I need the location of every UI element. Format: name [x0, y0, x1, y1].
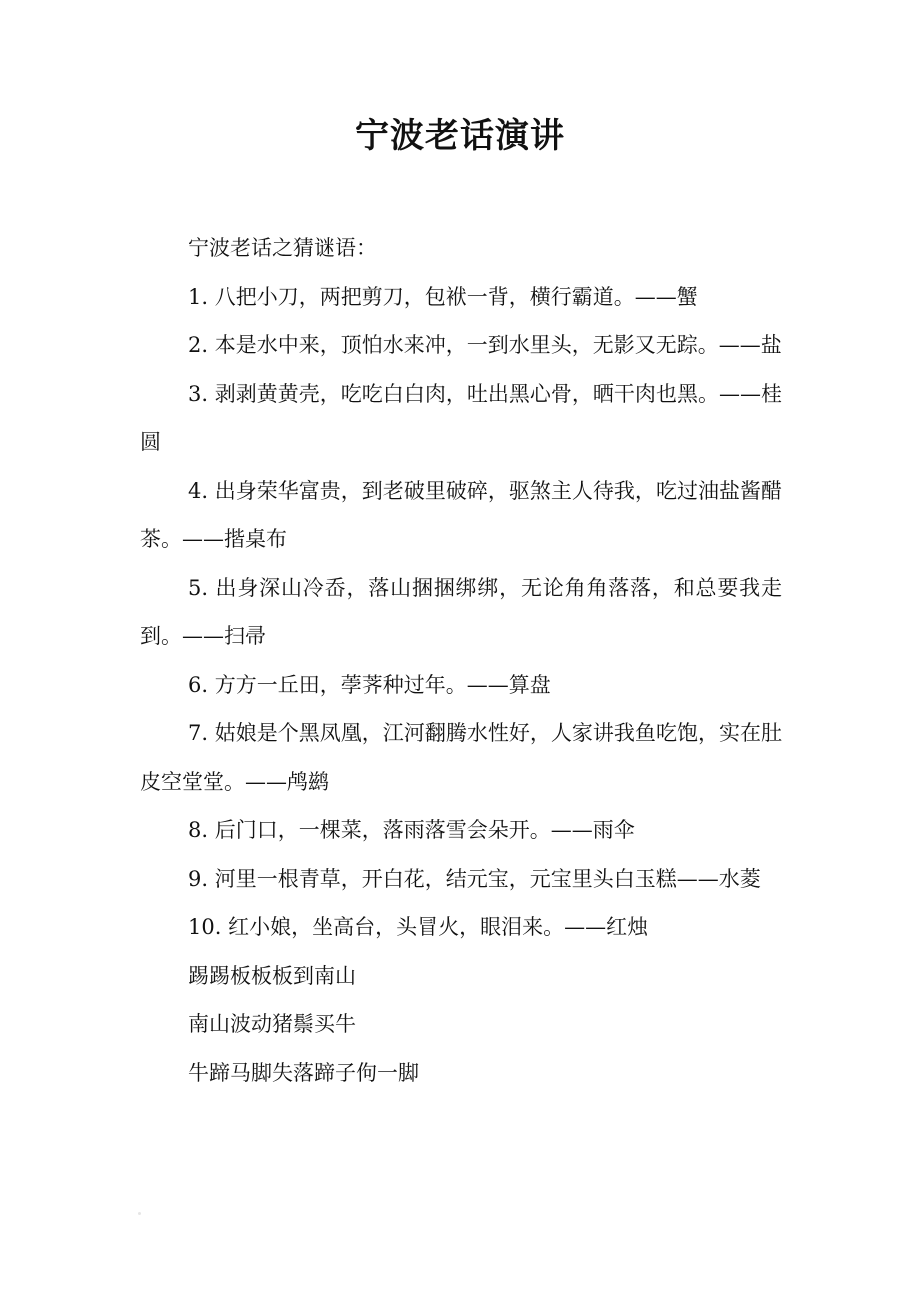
- riddle-9: 9. 河里一根青草，开白花，结元宝，元宝里头白玉糕——水菱: [188, 866, 761, 891]
- riddle-7: 7. 姑娘是个黑凤凰，江河翻腾水性好，人家讲我鱼吃饱，实在肚皮空堂堂。——鸬鹚: [140, 721, 782, 794]
- riddle-6: 6. 方方一丘田，荸荠种过年。——算盘: [188, 672, 551, 697]
- page-title: 宁波老话演讲: [355, 116, 565, 156]
- riddle-5: 5. 出身深山冷岙，落山捆捆绑绑，无论角角落落，和总要我走到。——扫帚: [140, 575, 782, 648]
- riddle-8: 8. 后门口，一棵菜，落雨落雪会朵开。——雨伞: [188, 818, 635, 842]
- riddle-4: 4. 出身荣华富贵，到老破里破碎，驱煞主人待我，吃过油盐酱醋茶。——揩桌布: [140, 478, 782, 551]
- rhyme-line-1: 踢踢板板板到南山: [188, 963, 356, 988]
- intro-paragraph: 宁波老话之猜谜语：: [188, 236, 377, 260]
- riddle-2: 2. 本是水中来，顶怕水来冲，一到水里头，无影又无踪。——盐: [188, 333, 782, 357]
- riddle-10: 10. 红小娘，坐高台，头冒火，眼泪来。——红烛: [188, 915, 649, 939]
- rhyme-line-2: 南山波动猪鬃买牛: [188, 1012, 356, 1036]
- riddle-1: 1. 八把小刀，两把剪刀，包袱一背，横行霸道。——蟹: [188, 284, 698, 309]
- rhyme-line-3: 牛蹄马脚失落蹄子佝一脚: [188, 1060, 419, 1085]
- scan-speck: [138, 1212, 141, 1215]
- document-body: [140, 224, 782, 1097]
- riddle-3: 3. 剥剥黄黄壳，吃吃白白肉，吐出黑心骨，晒干肉也黑。——桂圆: [140, 381, 782, 454]
